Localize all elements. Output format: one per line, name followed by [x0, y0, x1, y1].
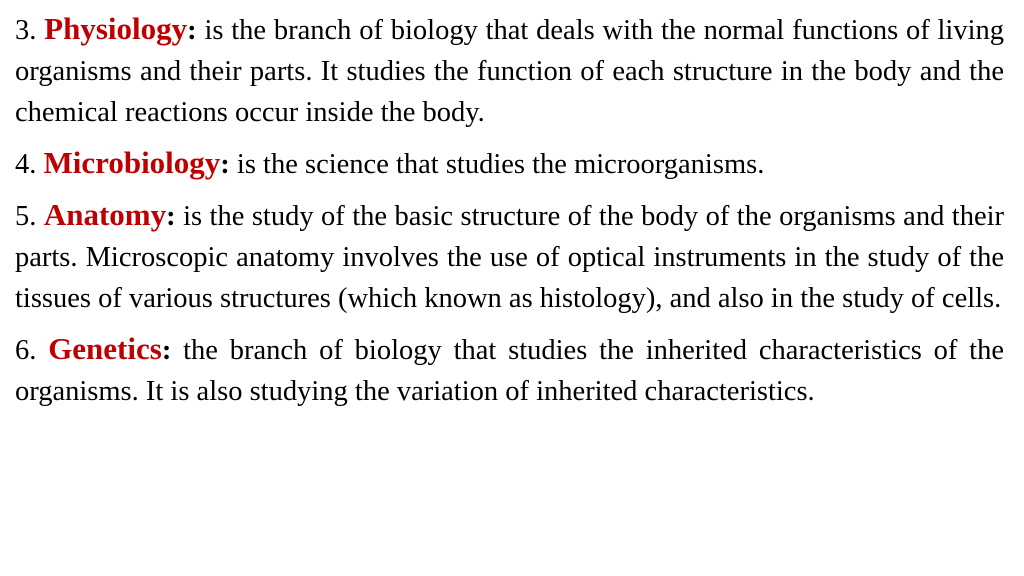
term-microbiology: Microbiology: [43, 145, 221, 180]
entry-genetics: [15, 328, 1004, 412]
term-physiology: Physiology: [44, 11, 188, 46]
term-colon: :: [161, 335, 172, 366]
definition-text: is the branch of biology that deals with the normal functions of living organisms and their parts. It studies the function of each structure in the body and the chemical reactions occur inside the body.: [15, 15, 1005, 128]
entry-anatomy: [15, 194, 1004, 319]
definition-text: is the study of the basic structure of the body of the organisms and their parts. Microscopic anatomy involves the use of optical instruments in the study of the tissues of various structures (which known as histology), and also in the study of cells.: [15, 201, 1005, 314]
definition-text: is the science that studies the microorganisms.: [236, 149, 765, 180]
term-anatomy: Anatomy: [43, 197, 167, 232]
definition-text: the branch of biology that studies the inherited characteristics of the organisms. It is also studying the variation of inherited characteristics.: [15, 335, 1004, 407]
term-colon: :: [187, 15, 197, 46]
term-colon: :: [166, 201, 176, 232]
term-colon: :: [220, 149, 230, 180]
term-genetics: Genetics: [48, 331, 162, 366]
entry-number: 5.: [15, 201, 37, 232]
entry-number: 6.: [15, 335, 37, 366]
entry-physiology: [15, 8, 1004, 133]
entry-number: 4.: [15, 149, 37, 180]
entry-microbiology: [15, 142, 1004, 185]
entry-number: 3.: [15, 15, 37, 46]
